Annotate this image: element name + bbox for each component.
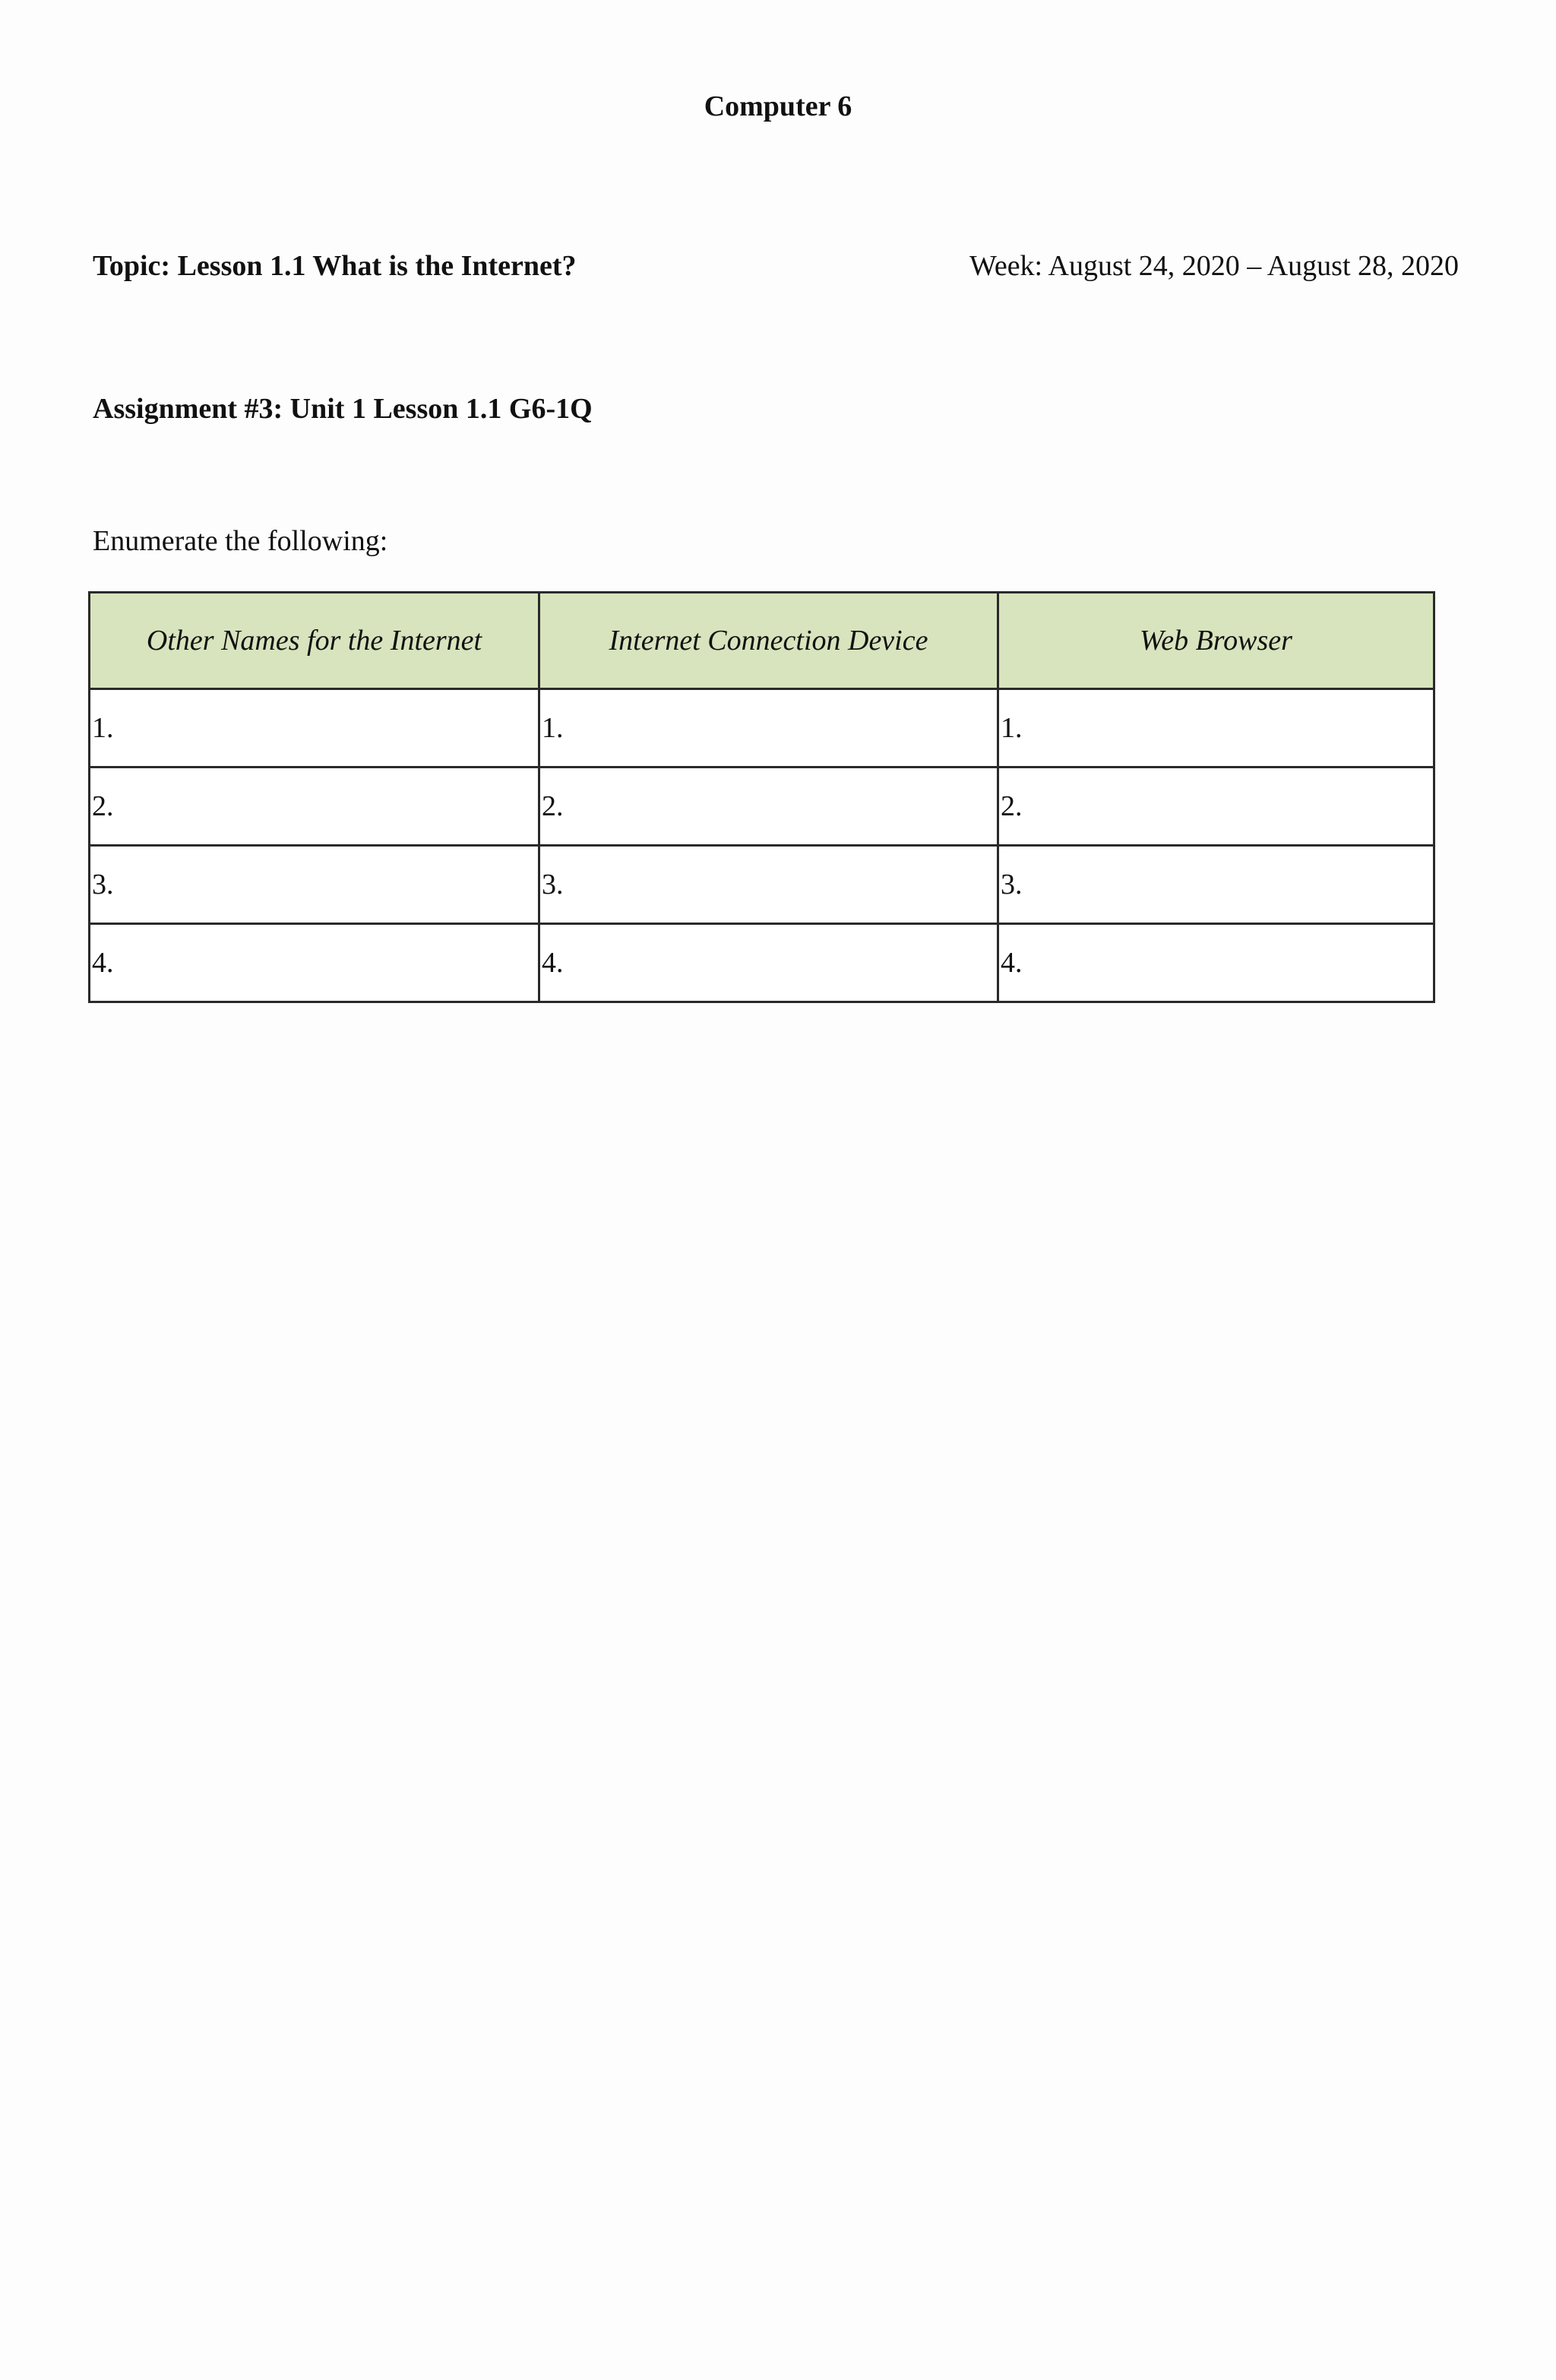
- table-cell[interactable]: 1.: [539, 689, 998, 767]
- table-cell[interactable]: 2.: [998, 767, 1434, 846]
- enumeration-table: [88, 591, 1435, 1003]
- week-range: Week: August 24, 2020 – August 28, 2020: [969, 250, 1459, 282]
- table-cell[interactable]: 4.: [90, 924, 539, 1002]
- instruction-text: Enumerate the following:: [93, 525, 388, 557]
- table-cell[interactable]: 2.: [90, 767, 539, 846]
- table-row: [90, 924, 1434, 1002]
- table-row: [90, 767, 1434, 846]
- table-cell[interactable]: 2.: [539, 767, 998, 846]
- column-header-other-names: Other Names for the Internet: [90, 593, 539, 689]
- table-header-row: [90, 593, 1434, 689]
- table-cell[interactable]: 4.: [539, 924, 998, 1002]
- table-cell[interactable]: 4.: [998, 924, 1434, 1002]
- column-header-connection-device: Internet Connection Device: [539, 593, 998, 689]
- document-title: Computer 6: [704, 90, 852, 122]
- topic-heading: Topic: Lesson 1.1 What is the Internet?: [93, 250, 577, 282]
- column-header-web-browser: Web Browser: [998, 593, 1434, 689]
- table-row: [90, 689, 1434, 767]
- table-cell[interactable]: 3.: [90, 846, 539, 924]
- table-cell[interactable]: 1.: [998, 689, 1434, 767]
- table-cell[interactable]: 3.: [998, 846, 1434, 924]
- table-cell[interactable]: 3.: [539, 846, 998, 924]
- table-cell[interactable]: 1.: [90, 689, 539, 767]
- assignment-heading: Assignment #3: Unit 1 Lesson 1.1 G6-1Q: [93, 393, 593, 425]
- table-row: [90, 846, 1434, 924]
